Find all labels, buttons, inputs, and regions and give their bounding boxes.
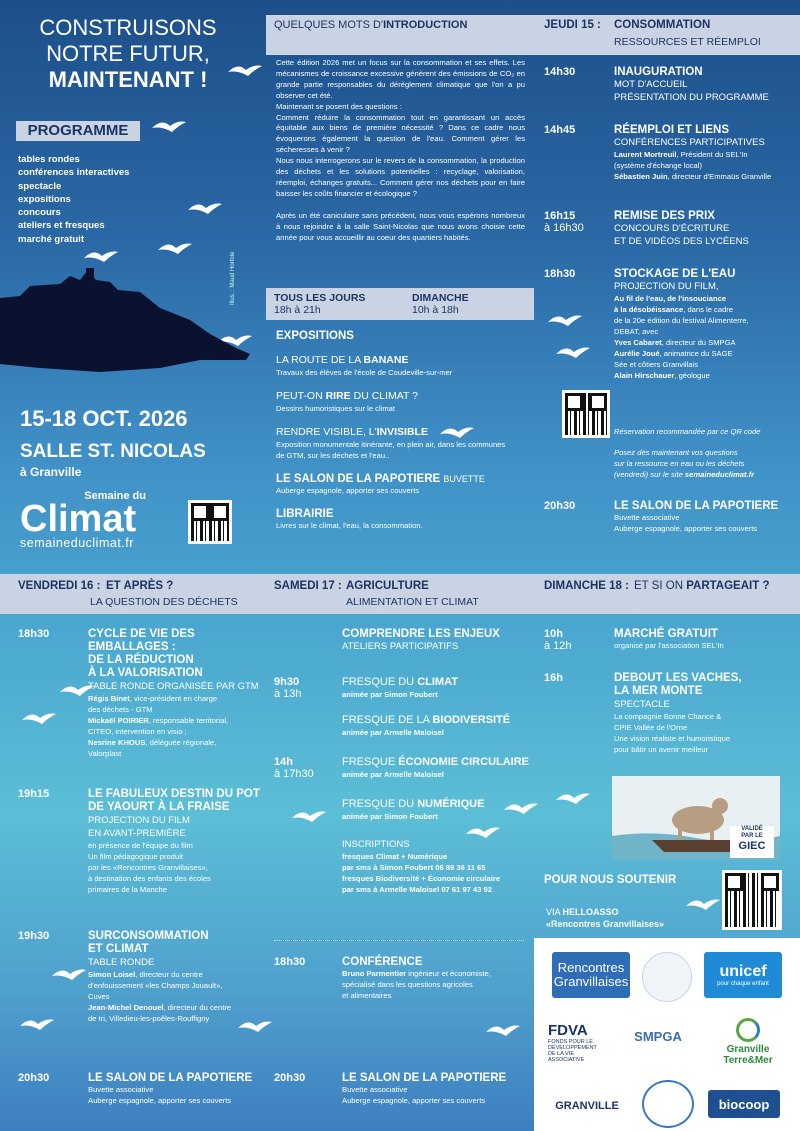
thursday-subtheme: RESSOURCES ET RÉEMPLOI	[614, 36, 761, 48]
bird-icon	[22, 714, 56, 725]
venue-name: SALLE ST. NICOLAS	[20, 441, 206, 462]
exhibitions-section	[276, 330, 526, 531]
brand-logo	[20, 490, 170, 550]
hero-line-3: MAINTENANT !	[48, 67, 208, 92]
bird-icon	[556, 348, 590, 359]
intro-header-prefix: QUELQUES MOTS D'	[274, 19, 384, 31]
expo-invisible-title: RENDRE VISIBLE, L'INVISIBLE	[276, 426, 428, 438]
event-time: 14h45	[544, 124, 576, 136]
programme-item: marché gratuit	[18, 233, 84, 245]
bird-icon	[84, 252, 118, 263]
every-day-time: 18h à 21h	[274, 304, 321, 316]
logo-unicef: unicef pour chaque enfant	[704, 952, 782, 998]
website[interactable]: semaineduclimat.fr	[20, 536, 134, 550]
event-time: 14h30	[544, 66, 576, 78]
bird-icon	[152, 122, 186, 133]
qr-code-website[interactable]	[188, 500, 232, 544]
intro-paragraph: Maintenant se posent des questions :	[276, 101, 402, 111]
logo-saint-pair	[642, 1080, 694, 1128]
expo-banana-desc: Travaux des élèves de l'école de Coudeville-sur-mer	[276, 368, 453, 377]
bird-icon	[548, 316, 582, 327]
show-illustration	[612, 776, 780, 860]
bird-icon	[486, 1026, 520, 1037]
logo-fdva: FDVA FONDS POUR LE DÉVELOPPEMENT DE LA VIE ASSOCIATIVE	[548, 1018, 612, 1066]
brand-big: Climat	[20, 498, 137, 540]
qr-code-helloasso[interactable]	[722, 870, 782, 930]
intro-paragraph: Après un été caniculaire sans précédent, nous vous espérons nombreux à nous rejoindre à la salle Saint-Nicolas que nous avons choisie cette année pour vous accueillir au coeur des quartiers habités.	[276, 210, 525, 242]
intro-paragraph: Nous nous interrogerons sur le revers de la consommation, la production des déchets et les solutions potentielles : recyclage, valorisation, réemploi, échanges gratuits... Comment gérer nos déchets pour en faire baisser les coûts financier et écologique ?	[276, 156, 525, 198]
thursday-theme: CONSOMMATION	[614, 19, 711, 31]
library-title: LIBRAIRIE	[276, 508, 334, 520]
hero-line-2: NOTRE FUTUR,	[46, 41, 210, 66]
exhibitions-title: EXPOSITIONS	[276, 330, 354, 342]
bird-icon	[292, 812, 326, 823]
logo-circle-partner	[642, 952, 692, 1002]
event-block: INAUGURATION MOT D'ACCUEIL PRÉSENTATION DU PROGRAMME	[614, 66, 769, 103]
salon-title: LE SALON DE LA PAPOTIERE BUVETTE	[276, 473, 485, 485]
opening-hours	[266, 288, 534, 320]
programme-item: concours	[18, 207, 61, 219]
intro-paragraph: Comment réduire la consommation tout en garantissant un accès équitable aux biens de première nécessité ? Dans ce cadre nous évoquerons également la question de l'eau. Comment gérer les sécheresses à venir ?	[276, 112, 525, 155]
brand-small: Semaine du	[84, 490, 146, 502]
sunday-time: 10h à 18h	[412, 304, 459, 316]
photo-credit: Illus. : Maud Hortole	[230, 251, 236, 305]
event-time: 16h15 à 16h30	[544, 210, 584, 234]
event-block: REMISE DES PRIX CONCOURS D'ÉCRITURE ET DE VIDÉOS DES LYCÉENS	[614, 210, 749, 247]
hero-title	[18, 15, 238, 93]
giec-badge: VALIDÉ PAR LE GIEC	[730, 826, 774, 858]
event-time: 18h30	[544, 268, 576, 280]
programme-item: spectacle	[18, 180, 62, 192]
intro-header-bold: INTRODUCTION	[383, 19, 468, 31]
saturday-header: SAMEDI 17 : AGRICULTURE ALIMENTATION ET CLIMAT	[266, 574, 534, 614]
thursday-header	[534, 15, 800, 55]
event-time: 20h30	[544, 500, 576, 512]
event-block: LE SALON DE LA PAPOTIERE Buvette associative Auberge espagnole, apporter ses couverts	[614, 500, 779, 533]
library-desc: Livres sur le climat, l'eau, la consommation.	[276, 521, 423, 530]
support-title: POUR NOUS SOUTENIR	[544, 874, 677, 886]
expo-laugh-desc: Dessins humoristiques sur le climat	[276, 404, 396, 413]
bird-icon	[466, 828, 500, 839]
programme-item: conférences interactives	[18, 167, 130, 179]
bird-icon	[52, 970, 86, 981]
programme-item: tables rondes	[18, 154, 80, 165]
event-block: STOCKAGE DE L'EAU PROJECTION DU FILM, Au fil de l'eau, de l'insouciance à la désobéissance, dans le cadre de la 20e édition du festival Alimenterre, DEBAT, avec Yves Cabaret, directeur du SMPGA Aurélie Joué, animatrice du SAGE Sée et côtiers Granvillais Alain Hirschauer, géologue	[614, 268, 749, 380]
bird-icon	[158, 244, 192, 255]
intro-header	[266, 15, 534, 55]
bird-icon	[20, 1020, 54, 1031]
logo-rencontres-granvillaises: Rencontres Granvillaises	[552, 952, 630, 998]
friday-header: VENDREDI 16 : ET APRÈS ? LA QUESTION DES DÉCHETS	[0, 574, 266, 614]
event-dates: 15-18 OCT. 2026	[20, 406, 188, 431]
every-day-label: TOUS LES JOURS	[274, 292, 366, 304]
expo-banana-title: LA ROUTE DE LA BANANE	[276, 354, 409, 366]
thursday-day: JEUDI 15 :	[544, 19, 601, 31]
salon-desc: Auberge espagnole, apporter ses couverts	[276, 486, 420, 495]
intro-text	[276, 58, 525, 244]
bird-icon	[188, 204, 222, 215]
reservation-note: Réservation recommandée par ce QR code Posez dès maintenant vos questions sur la ressource en eau ou les déchets (vendredi) sur le site semaineduclimat.fr	[614, 427, 761, 479]
expo-laugh-title: PEUT-ON RIRE DU CLIMAT ?	[276, 390, 418, 402]
programme-label: PROGRAMME	[16, 121, 140, 141]
expo-invisible-desc: Exposition monumentale itinérante, en plein air, dans les communes de GTM, sur les déchets et l'eau..	[276, 440, 506, 460]
logo-smpga: SMPGA	[628, 1022, 688, 1050]
town-silhouette-illustration	[0, 268, 260, 378]
venue-city: à Granville	[20, 465, 82, 479]
qr-code-reservation[interactable]	[562, 390, 610, 438]
support-info: VIA HELLOASSO «Rencontres Granvillaises»	[546, 907, 665, 929]
bird-icon	[556, 794, 590, 805]
programme-list	[18, 153, 129, 246]
sunday-label: DIMANCHE	[412, 292, 469, 304]
programme-item: expositions	[18, 193, 71, 205]
bird-icon	[686, 900, 720, 911]
sunday-header: DIMANCHE 18 : ET SI ON PARTAGEAIT ?	[534, 574, 800, 614]
intro-paragraph: Cette édition 2026 met un focus sur la consommation et ses effets. Les mécanismes de croissance excessive génèrent des émissions de CO₂ en grande partie responsables du dérèglement climatique que l'on a pu observer cet été.	[276, 58, 525, 100]
event-block: RÉEMPLOI ET LIENS CONFÉRENCES PARTICIPATIVES Laurent Mortreuil, Président du SEL'In (système d'échange local) Sébastien Juin, directeur d'Emmaüs Granville	[614, 124, 772, 181]
logo-granville-terre-mer: Granville Terre&Mer	[714, 1018, 782, 1066]
logo-biocoop: biocoop	[708, 1090, 780, 1118]
logo-granville: GRANVILLE	[548, 1094, 626, 1118]
programme-item: ateliers et fresques	[18, 220, 105, 232]
hero-line-1: CONSTRUISONS	[39, 15, 217, 40]
